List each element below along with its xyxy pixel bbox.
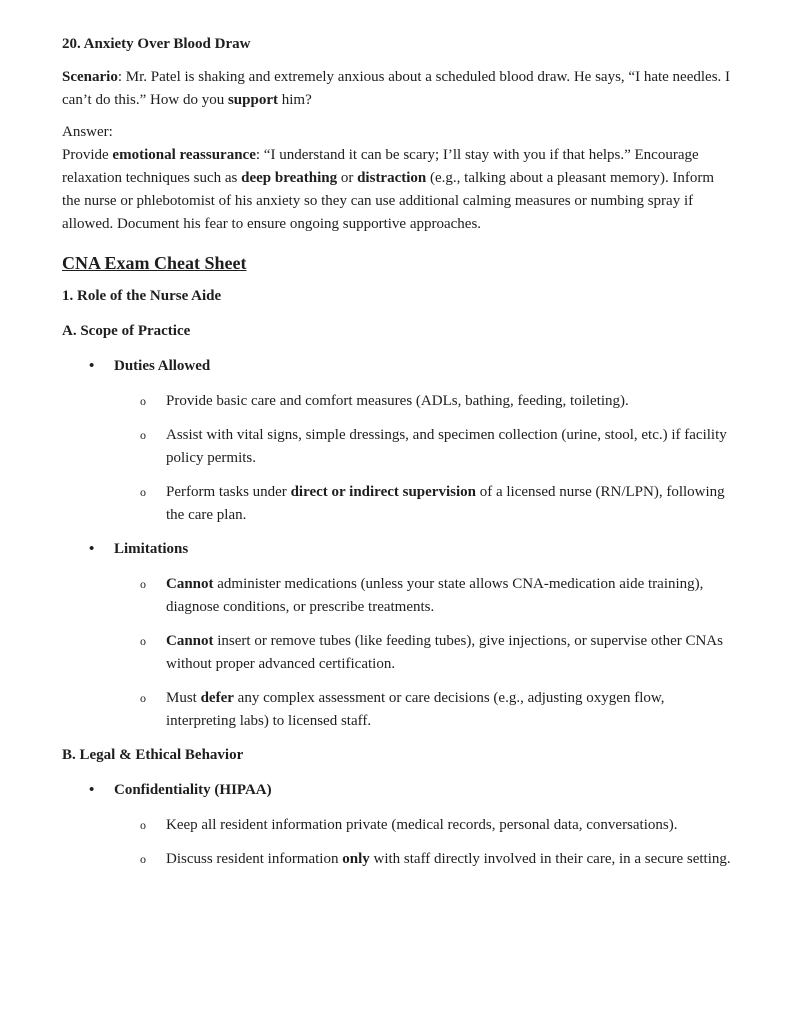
question-title: 20. Anxiety Over Blood Draw: [62, 36, 251, 52]
sub-bullet-item: o Must defer any complex assessment or care decisions (e.g., adjusting oxygen flow, interpreting labs) to licensed staff.: [62, 687, 734, 733]
answer-paragraph: Answer: Provide emotional reassurance: “I understand it can be scary; I’ll stay with you if that helps.” Encourage relaxation techniques such as deep breathing or distraction (e.g., talking about a pleasant memory). Inform the nurse or phlebotomist of his anxiety so they can use additional calming measures or numbing spray if allowed. Document his fear to ensure ongoing supportive approaches.: [62, 124, 715, 232]
sub-bullet-item: o Cannot insert or remove tubes (like feeding tubes), give injections, or supervise other CNAs without proper advanced certification.: [62, 630, 734, 676]
circle-bullet-icon: o: [140, 485, 146, 499]
sub-bullet-item: o Perform tasks under direct or indirect supervision of a licensed nurse (RN/LPN), following the care plan.: [62, 481, 734, 527]
circle-bullet-icon: o: [140, 818, 146, 832]
bullet-item: • Confidentiality (HIPAA): [62, 779, 734, 802]
bullet-item: • Limitations: [62, 538, 734, 561]
circle-bullet-icon: o: [140, 634, 146, 648]
bullet-icon: •: [89, 541, 95, 557]
bullet-item: • Duties Allowed: [62, 355, 734, 378]
scenario-paragraph: Scenario: Mr. Patel is shaking and extremely anxious about a scheduled blood draw. He says, “I hate needles. I can’t do this.” How do you support him?: [62, 69, 731, 108]
cheat-sheet-title: CNA Exam Cheat Sheet: [62, 253, 247, 273]
circle-bullet-icon: o: [140, 852, 146, 866]
bullet-icon: •: [89, 358, 95, 374]
scenario-label: Scenario: [62, 69, 118, 85]
circle-bullet-icon: o: [140, 691, 146, 705]
sub-bullet-item: o Keep all resident information private (medical records, personal data, conversations).: [62, 814, 734, 837]
subsection-heading: A. Scope of Practice: [62, 323, 191, 339]
sub-bullet-item: o Cannot administer medications (unless your state allows CNA-medication aide training), diagnose conditions, or prescribe treatments.: [62, 573, 734, 619]
subsection-heading: B. Legal & Ethical Behavior: [62, 747, 244, 763]
circle-bullet-icon: o: [140, 394, 146, 408]
sub-bullet-item: o Assist with vital signs, simple dressings, and specimen collection (urine, stool, etc.) if facility policy permits.: [62, 424, 734, 470]
bullet-icon: •: [89, 782, 95, 798]
circle-bullet-icon: o: [140, 577, 146, 591]
answer-label: Answer:: [62, 124, 113, 140]
sub-bullet-item: o Provide basic care and comfort measures (ADLs, bathing, feeding, toileting).: [62, 390, 734, 413]
circle-bullet-icon: o: [140, 428, 146, 442]
sub-bullet-item: o Discuss resident information only with staff directly involved in their care, in a secure setting.: [62, 848, 734, 871]
section-heading: 1. Role of the Nurse Aide: [62, 288, 222, 304]
